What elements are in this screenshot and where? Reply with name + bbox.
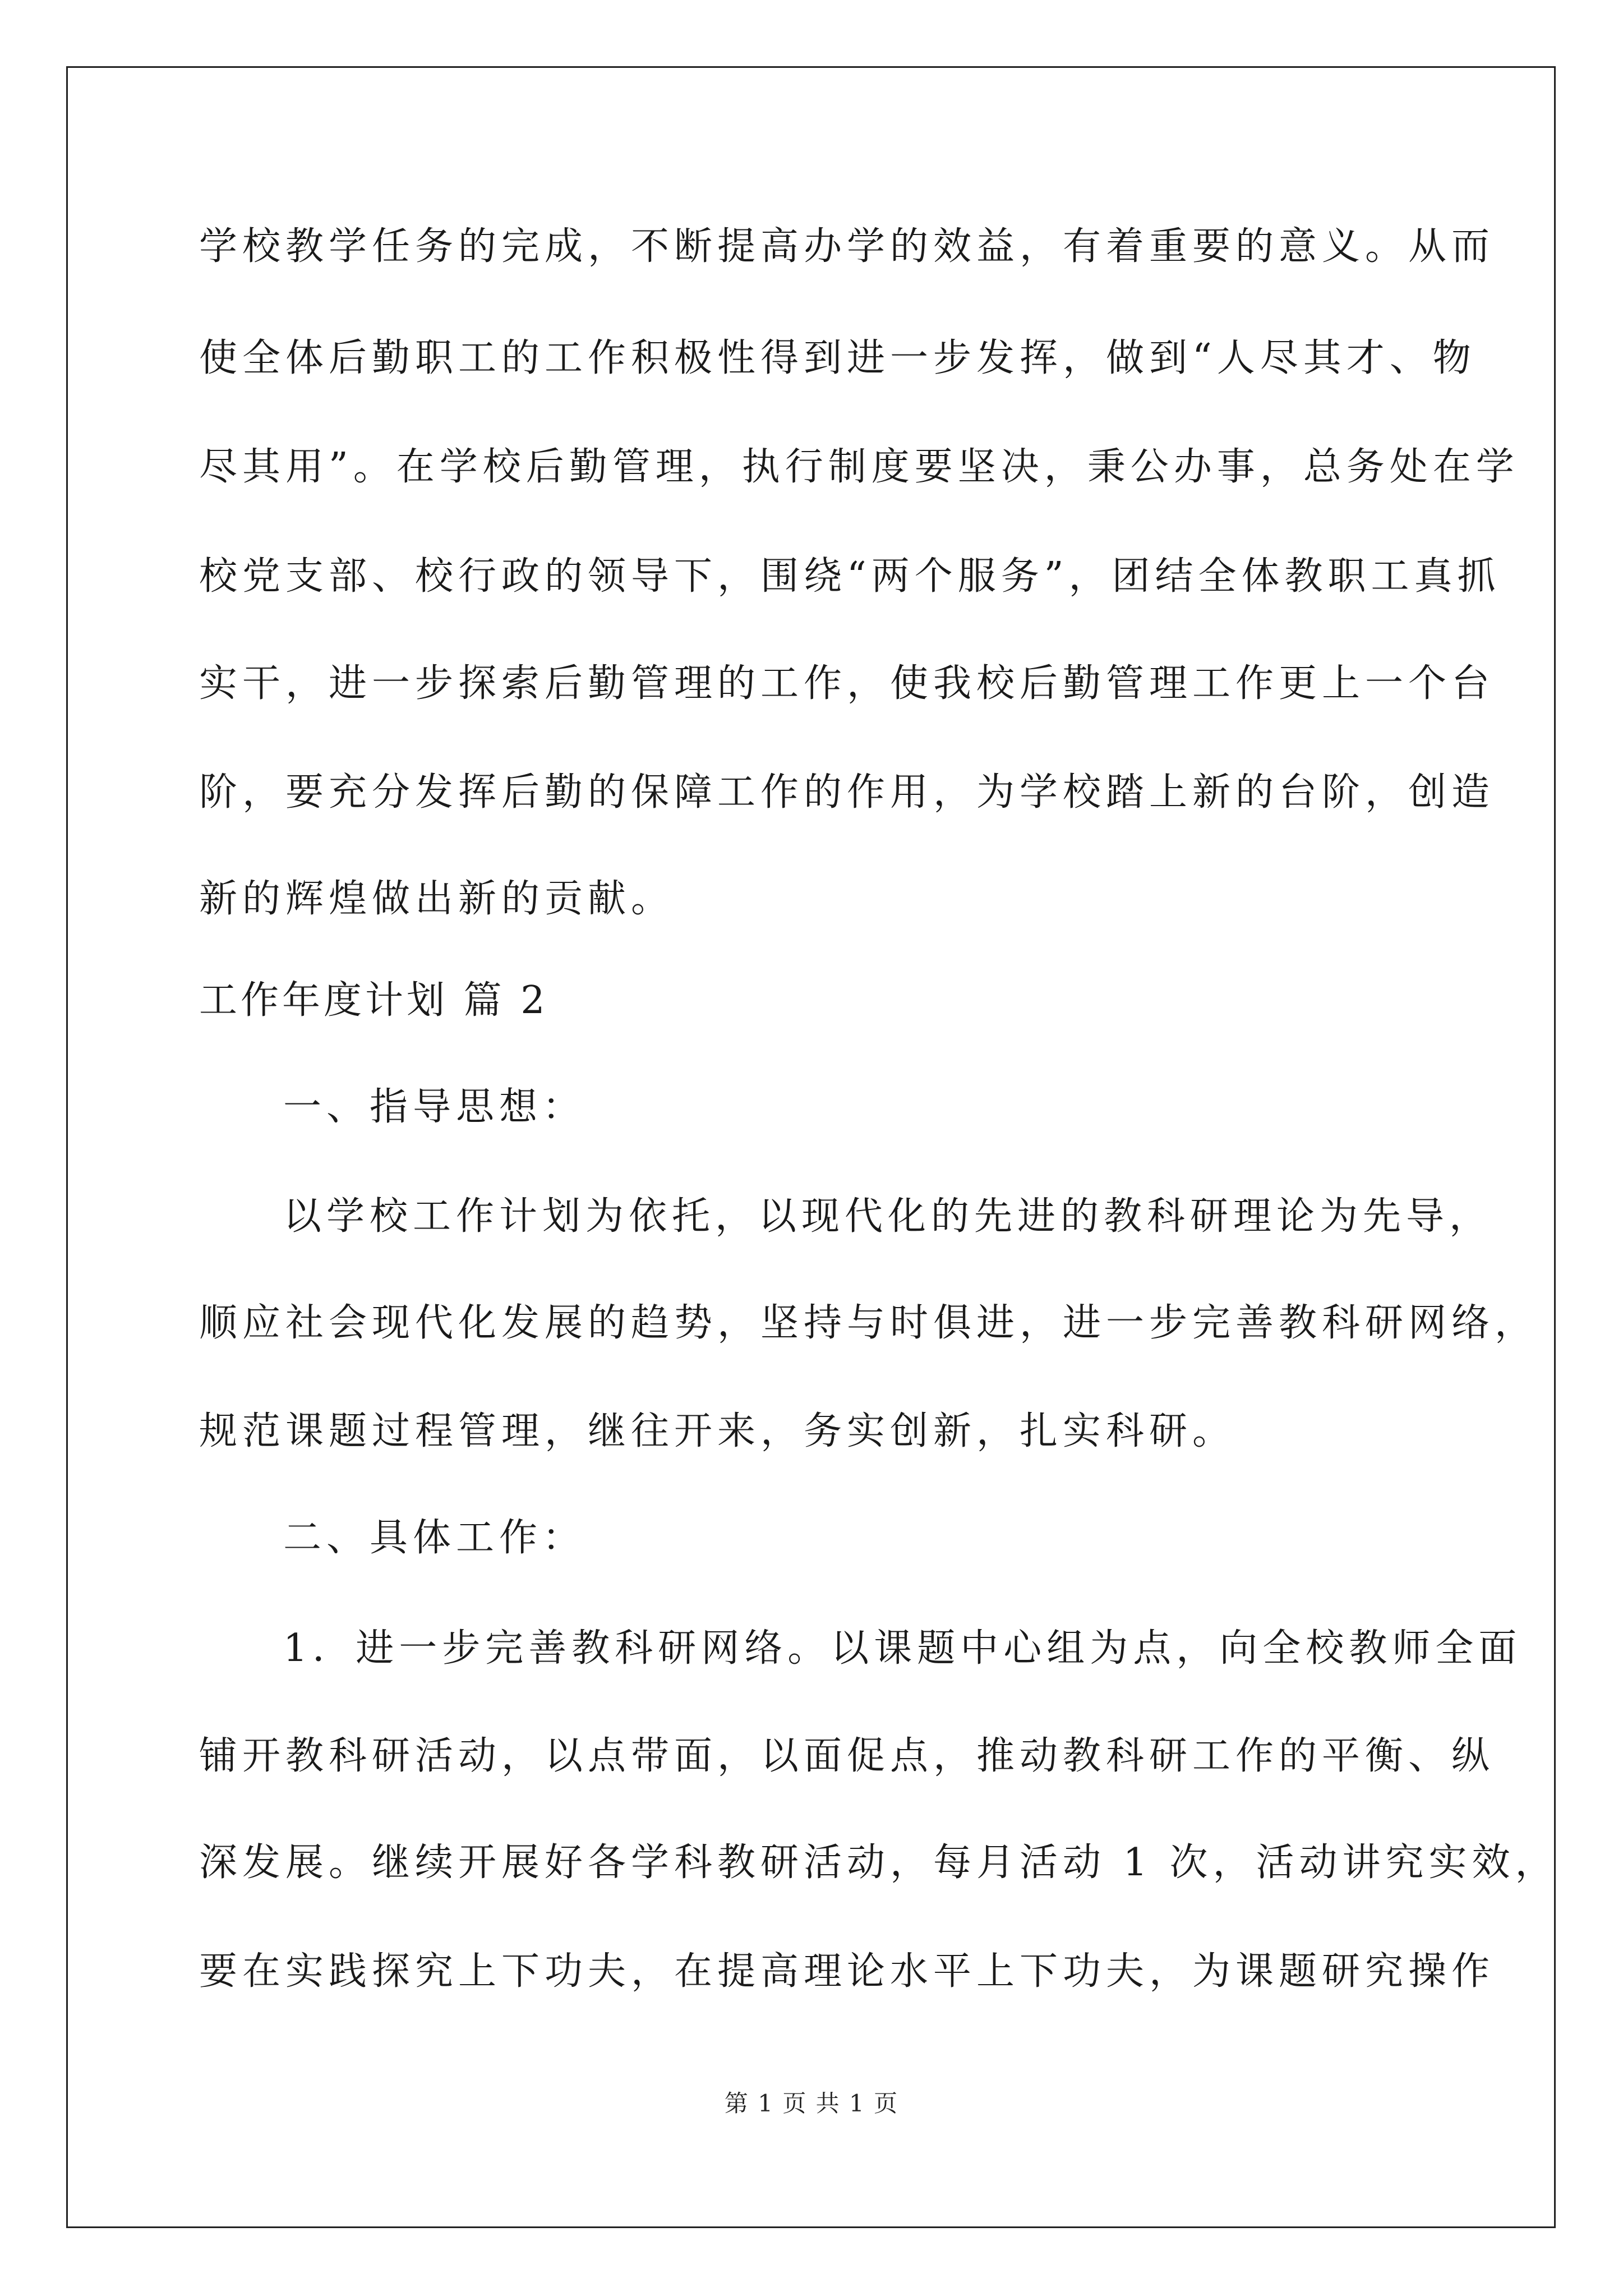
body-text-line: 顺应社会现代化发展的趋势，坚持与时俱进，进一步完善教科研网络， (199, 1301, 1538, 1345)
body-text-line: 规范课题过程管理，继往开来，务实创新，扎实科研。 (199, 1409, 1236, 1453)
page-number-footer: 第 1 页 共 1 页 (724, 2090, 899, 2117)
body-text-line: 铺开教科研活动，以点带面，以面促点，推动教科研工作的平衡、纵 (199, 1734, 1495, 1778)
body-text-line: 1．进一步完善教科研网络。以课题中心组为点，向全校教师全面 (283, 1626, 1522, 1671)
heading-specific-work: 二、具体工作： (283, 1516, 586, 1560)
body-text-line: 阶，要充分发挥后勤的保障工作的作用，为学校踏上新的台阶，创造 (199, 770, 1495, 815)
page-border (66, 66, 1556, 2228)
body-text-line: 要在实践探究上下功夫，在提高理论水平上下功夫，为课题研究操作 (199, 1949, 1495, 1994)
body-text-line: 使全体后勤职工的工作积极性得到进一步发挥，做到“人尽其才、物 (199, 336, 1476, 380)
heading-guiding-ideology: 一、指导思想： (283, 1085, 586, 1129)
body-text-line: 以学校工作计划为依托，以现代化的先进的教科研理论为先导， (283, 1194, 1493, 1239)
body-text-line: 深发展。继续开展好各学科教研活动，每月活动 1 次，活动讲究实效， (199, 1841, 1559, 1885)
body-text-line: 校党支部、校行政的领导下，围绕“两个服务”，团结全体教职工真抓 (199, 554, 1501, 599)
section-title: 工作年度计划 篇 2 (199, 978, 548, 1023)
body-text-line: 实干，进一步探索后勤管理的工作，使我校后勤管理工作更上一个台 (199, 661, 1495, 706)
body-text-line: 学校教学任务的完成，不断提高办学的效益，有着重要的意义。从而 (199, 224, 1495, 269)
body-text-line: 新的辉煌做出新的贡献。 (199, 877, 675, 921)
body-text-line: 尽其用”。在学校后勤管理，执行制度要坚决，秉公办事，总务处在学 (199, 445, 1519, 489)
